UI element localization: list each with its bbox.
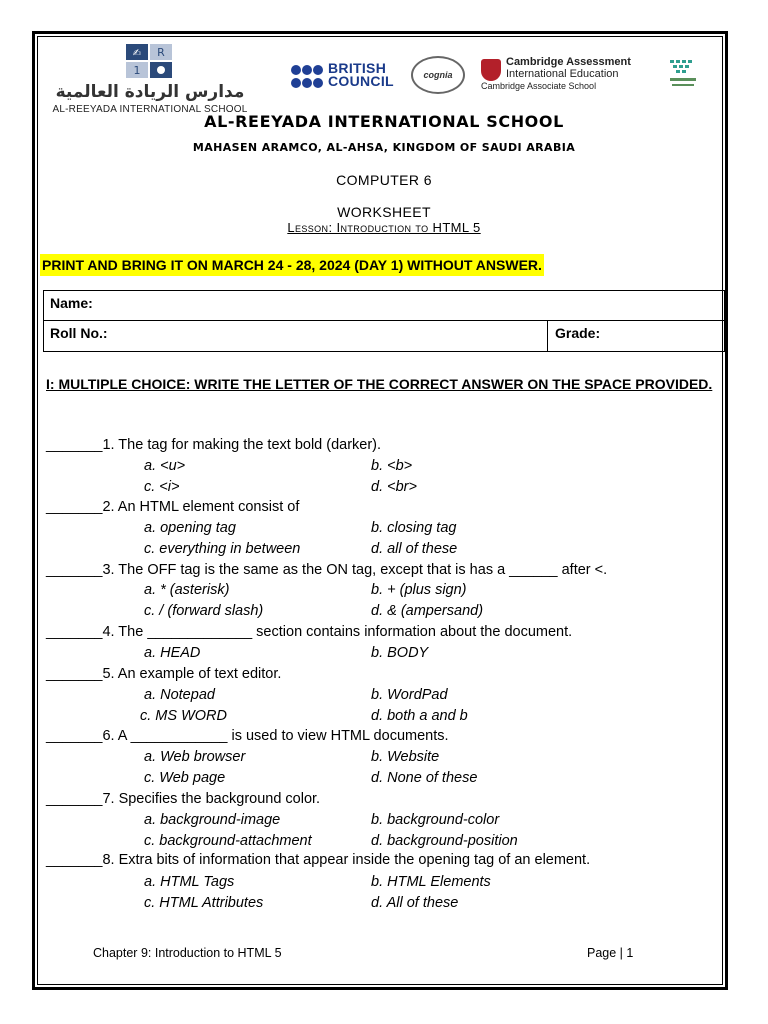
table-divider	[44, 320, 724, 321]
cambridge-shield-icon	[481, 59, 501, 81]
roll-label: Roll No.:	[50, 325, 108, 341]
section-heading: I: MULTIPLE CHOICE: WRITE THE LETTER OF THE CORRECT ANSWER ON THE SPACE PROVIDED.	[46, 376, 713, 392]
question-5: _______5. An example of text editor.	[46, 666, 282, 682]
q6-option-d: d. None of these	[371, 770, 478, 786]
q3-option-d: d. & (ampersand)	[371, 603, 484, 619]
question-6: _______6. A ____________ is used to view HTML documents.	[46, 728, 449, 744]
subject-title: COMPUTER 6	[336, 172, 432, 188]
q8-option-a: a. HTML Tags	[144, 874, 235, 890]
q1-option-a: a. <u>	[144, 458, 186, 474]
school-logo	[40, 42, 260, 114]
q5-option-a: a. Notepad	[144, 687, 215, 703]
q6-option-b: b. Website	[371, 749, 440, 765]
british-council-line2: COUNCIL	[328, 73, 394, 89]
q4-option-b: b. BODY	[371, 645, 429, 661]
question-3: _______3. The OFF tag is the same as the ON tag, except that is has a ______ after <.	[46, 562, 608, 578]
question-4: _______4. The _____________ section contains information about the document.	[46, 624, 573, 640]
q1-option-d: d. <br>	[371, 479, 417, 495]
svg-text:R: R	[157, 46, 165, 59]
school-crest-icon	[124, 42, 174, 80]
cambridge-line1: Cambridge Assessment	[506, 56, 631, 68]
q1-option-b: b. <b>	[371, 458, 413, 474]
q6-option-c: c. Web page	[144, 770, 226, 786]
cambridge-line3: Cambridge Associate School	[481, 81, 597, 91]
print-notice: PRINT AND BRING IT ON MARCH 24 - 28, 2024 (DAY 1) WITHOUT ANSWER.	[40, 254, 544, 276]
school-name-small: AL-REEYADA INTERNATIONAL SCHOOL	[52, 104, 248, 115]
british-council-logo	[290, 62, 402, 92]
q7-option-a: a. background-image	[144, 812, 281, 828]
q8-option-d: d. All of these	[371, 895, 459, 911]
footer-page-number: Page | 1	[587, 946, 634, 960]
q5-option-b: b. WordPad	[371, 687, 448, 703]
q7-option-d: d. background-position	[371, 833, 518, 849]
table-divider	[547, 320, 548, 351]
svg-text:1: 1	[133, 64, 141, 77]
grade-label: Grade:	[555, 325, 601, 341]
q5-option-c: c. MS WORD	[140, 708, 227, 724]
q2-option-b: b. closing tag	[371, 520, 457, 536]
lesson-title: Lesson: Introduction to HTML 5	[287, 220, 481, 235]
q7-option-b: b. background-color	[371, 812, 500, 828]
cambridge-line2: International Education	[506, 68, 619, 80]
school-address: MAHASEN ARAMCO, AL-AHSA, KINGDOM OF SAUDI ARABIA	[192, 141, 576, 154]
q4-option-a: a. HEAD	[144, 645, 201, 661]
q3-option-b: b. + (plus sign)	[371, 582, 467, 598]
student-info-table	[43, 290, 725, 352]
footer-chapter: Chapter 9: Introduction to HTML 5	[93, 946, 282, 960]
question-2: _______2. An HTML element consist of	[46, 499, 300, 515]
school-arabic-name: مدارس الريادة العالمية	[55, 82, 245, 102]
question-7: _______7. Specifies the background color.	[46, 791, 321, 807]
q2-option-d: d. all of these	[371, 541, 458, 557]
school-title: AL-REEYADA INTERNATIONAL SCHOOL	[204, 112, 564, 131]
q3-option-c: c. / (forward slash)	[144, 603, 264, 619]
q7-option-c: c. background-attachment	[144, 833, 312, 849]
q8-option-b: b. HTML Elements	[371, 874, 491, 890]
ministry-of-education-logo-icon	[668, 58, 698, 92]
q8-option-c: c. HTML Attributes	[144, 895, 264, 911]
question-1: _______1. The tag for making the text bold (darker).	[46, 437, 382, 453]
cognia-logo: cognia	[411, 56, 465, 94]
worksheet-title: WORKSHEET	[337, 204, 431, 220]
q6-option-a: a. Web browser	[144, 749, 246, 765]
svg-text:✍: ✍	[132, 48, 142, 59]
british-council-line1: BRITISH	[328, 60, 387, 76]
q3-option-a: a. * (asterisk)	[144, 582, 230, 598]
q1-option-c: c. <i>	[144, 479, 180, 495]
q5-option-d: d. both a and b	[371, 708, 468, 724]
q2-option-c: c. everything in between	[144, 541, 301, 557]
question-8: _______8. Extra bits of information that appear inside the opening tag of an element.	[46, 852, 591, 868]
q2-option-a: a. opening tag	[144, 520, 236, 536]
british-council-dots-icon	[290, 64, 324, 90]
cambridge-logo	[481, 56, 661, 92]
name-label: Name:	[50, 295, 93, 311]
